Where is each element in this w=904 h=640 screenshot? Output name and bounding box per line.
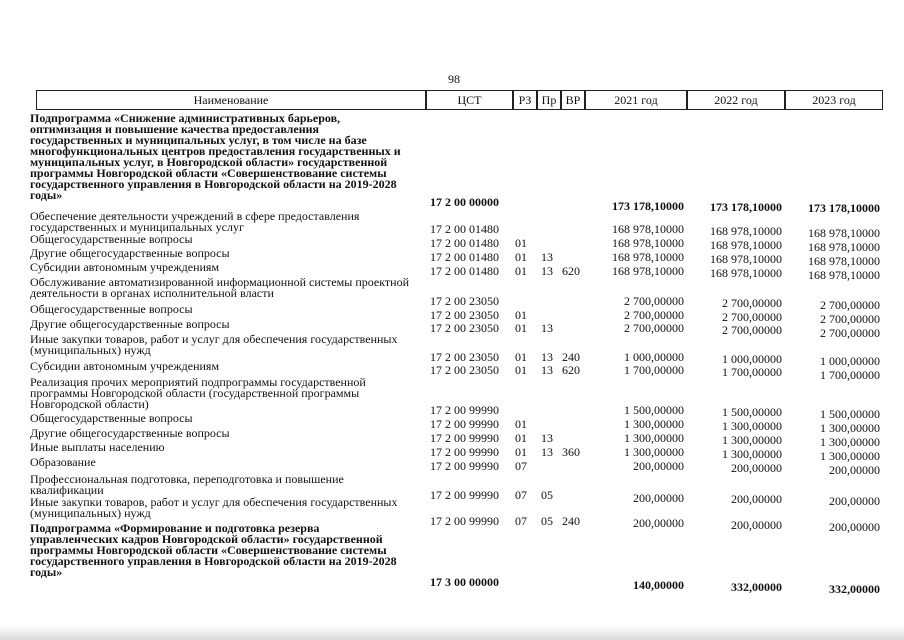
row-2022: 200,00000: [731, 492, 782, 506]
row-2022: 168 978,10000: [710, 266, 782, 280]
row-2023: 200,00000: [829, 463, 880, 477]
row-2021: 1 300,00000: [624, 417, 684, 431]
row-2022: 1 300,00000: [722, 433, 782, 447]
row-2021: 2 700,00000: [624, 321, 684, 335]
row-2022: 332,00000: [731, 580, 782, 594]
row-cst: 17 2 00 23050: [430, 308, 499, 322]
row-2022: 168 978,10000: [710, 252, 782, 266]
row-2021: 2 700,00000: [624, 308, 684, 322]
row-2021: 168 978,10000: [612, 250, 684, 264]
row-cst: 17 2 00 99990: [430, 514, 499, 528]
row-name: Подпрограмма «Снижение административных барьеров, оптимизация и повышение качества предоставления государственных и муниципальных услуг, в том числе на базе многофункциональных центров предоставления государственных и муниципальных услуг, в Новгородской области» государственной программы Новгородской области «Совершенствование системы государственного управления в Новгородской области на 2019-2028 годы»: [30, 111, 401, 202]
row-name: Реализация прочих мероприятий подпрограммы государственной программы Новгородской области (государственной программы Новгородской области): [30, 375, 366, 411]
row-2023: 1 300,00000: [820, 449, 880, 463]
row-2021: 200,00000: [633, 491, 684, 505]
row-2022: 2 700,00000: [722, 310, 782, 324]
row-name: Иные выплаты населению: [30, 440, 165, 454]
row-name: Другие общегосударственные вопросы: [30, 426, 230, 440]
row-2021: 1 300,00000: [624, 431, 684, 445]
row-cst: 17 2 00 01480: [430, 250, 499, 264]
row-name: Профессиональная подготовка, переподготовка и повышение квалификации: [30, 472, 344, 497]
row-2021: 173 178,10000: [612, 199, 684, 213]
row-rz: 07: [515, 459, 527, 473]
row-vr: 620: [562, 264, 580, 278]
row-2021: 1 700,00000: [624, 363, 684, 377]
row-2023: 2 700,00000: [820, 326, 880, 340]
row-vr: 360: [562, 445, 580, 459]
row-2021: 1 000,00000: [624, 350, 684, 364]
row-cst: 17 2 00 01480: [430, 264, 499, 278]
row-rz: 01: [515, 431, 527, 445]
row-2023: 1 300,00000: [820, 435, 880, 449]
row-rz: 01: [515, 321, 527, 335]
row-cst: 17 2 00 23050: [430, 321, 499, 335]
header-vr: ВР: [561, 90, 585, 110]
row-pr: 13: [541, 363, 553, 377]
header-2023: 2023 год: [785, 90, 883, 110]
row-name: Общегосударственные вопросы: [30, 411, 193, 425]
row-2022: 173 178,10000: [710, 200, 782, 214]
row-2021: 1 500,00000: [624, 403, 684, 417]
row-cst: 17 2 00 01480: [430, 222, 499, 236]
row-2023: 1 300,00000: [820, 421, 880, 435]
row-2022: 1 300,00000: [722, 419, 782, 433]
row-cst: 17 2 00 99990: [430, 488, 499, 502]
row-2022: 1 500,00000: [722, 405, 782, 419]
row-name: Образование: [30, 455, 96, 469]
row-rz: 01: [515, 236, 527, 250]
row-rz: 07: [515, 488, 527, 502]
row-name: Подпрограмма «Формирование и подготовка резерва управленческих кадров Новгородской области» государственной программы Новгородской области «Совершенствование системы государственного управления в Новгородской области на 2019-2028 годы»: [30, 521, 397, 579]
row-cst: 17 2 00 99990: [430, 445, 499, 459]
row-2021: 200,00000: [633, 459, 684, 473]
row-2023: 1 500,00000: [820, 407, 880, 421]
row-2021: 168 978,10000: [612, 236, 684, 250]
row-2023: 332,00000: [829, 582, 880, 596]
row-cst: 17 2 00 99990: [430, 417, 499, 431]
row-2023: 173 178,10000: [808, 201, 880, 215]
header-pr: Пр: [537, 90, 561, 110]
header-name: Наименование: [36, 90, 426, 110]
row-name: Иные закупки товаров, работ и услуг для обеспечения государственных (муниципальных) нужд: [30, 332, 398, 357]
row-2023: 168 978,10000: [808, 226, 880, 240]
row-cst: 17 2 00 23050: [430, 350, 499, 364]
row-rz: 01: [515, 445, 527, 459]
row-2023: 168 978,10000: [808, 254, 880, 268]
row-pr: 13: [541, 350, 553, 364]
row-name: Другие общегосударственные вопросы: [30, 317, 230, 331]
header-2022: 2022 год: [687, 90, 785, 110]
row-rz: 07: [515, 514, 527, 528]
page-number: 98: [448, 72, 460, 86]
row-2023: 168 978,10000: [808, 268, 880, 282]
row-pr: 05: [541, 514, 553, 528]
header-2021: 2021 год: [585, 90, 687, 110]
row-2022: 200,00000: [731, 461, 782, 475]
row-pr: 13: [541, 250, 553, 264]
header-cst: ЦСТ: [426, 90, 513, 110]
row-rz: 01: [515, 350, 527, 364]
row-cst: 17 3 00 00000: [430, 575, 499, 589]
row-rz: 01: [515, 264, 527, 278]
row-pr: 13: [541, 445, 553, 459]
header-rz: РЗ: [513, 90, 537, 110]
row-2022: 1 300,00000: [722, 447, 782, 461]
row-2023: 1 000,00000: [820, 354, 880, 368]
row-vr: 240: [562, 514, 580, 528]
row-name: Другие общегосударственные вопросы: [30, 246, 230, 260]
row-name: Общегосударственные вопросы: [30, 232, 193, 246]
row-2021: 1 300,00000: [624, 445, 684, 459]
row-2023: 168 978,10000: [808, 240, 880, 254]
row-cst: 17 2 00 00000: [430, 195, 499, 209]
row-pr: 13: [541, 321, 553, 335]
row-vr: 240: [562, 350, 580, 364]
row-cst: 17 2 00 99990: [430, 431, 499, 445]
row-name: Обеспечение деятельности учреждений в сфере предоставления государственных и муниципальных услуг: [30, 209, 360, 234]
row-rz: 01: [515, 250, 527, 264]
row-name: Субсидии автономным учреждениям: [30, 359, 220, 373]
row-cst: 17 2 00 01480: [430, 236, 499, 250]
row-2023: 200,00000: [829, 494, 880, 508]
row-2022: 1 000,00000: [722, 352, 782, 366]
row-2023: 1 700,00000: [820, 368, 880, 382]
row-2021: 140,00000: [633, 578, 684, 592]
row-2022: 2 700,00000: [722, 296, 782, 310]
row-name: Субсидии автономным учреждениям: [30, 260, 220, 274]
row-2022: 200,00000: [731, 518, 782, 532]
row-pr: 13: [541, 264, 553, 278]
row-2023: 2 700,00000: [820, 312, 880, 326]
row-2022: 1 700,00000: [722, 365, 782, 379]
row-2021: 2 700,00000: [624, 294, 684, 308]
row-name: Обслуживание автоматизированной информационной системы проектной деятельности в органах исполнительной власти: [30, 275, 409, 300]
row-cst: 17 2 00 99990: [430, 403, 499, 417]
row-2022: 2 700,00000: [722, 323, 782, 337]
row-name: Общегосударственные вопросы: [30, 302, 193, 316]
row-rz: 01: [515, 363, 527, 377]
row-vr: 620: [562, 363, 580, 377]
row-2022: 168 978,10000: [710, 224, 782, 238]
row-cst: 17 2 00 23050: [430, 363, 499, 377]
row-cst: 17 2 00 99990: [430, 459, 499, 473]
row-pr: 05: [541, 488, 553, 502]
row-pr: 13: [541, 431, 553, 445]
row-name: Иные закупки товаров, работ и услуг для обеспечения государственных (муниципальных) нужд: [30, 495, 398, 520]
row-2021: 168 978,10000: [612, 264, 684, 278]
row-rz: 01: [515, 308, 527, 322]
row-2022: 168 978,10000: [710, 238, 782, 252]
row-2021: 168 978,10000: [612, 222, 684, 236]
scan-edge-shadow: [0, 626, 904, 640]
row-2023: 200,00000: [829, 520, 880, 534]
row-rz: 01: [515, 417, 527, 431]
row-2021: 200,00000: [633, 516, 684, 530]
row-cst: 17 2 00 23050: [430, 294, 499, 308]
row-2023: 2 700,00000: [820, 298, 880, 312]
